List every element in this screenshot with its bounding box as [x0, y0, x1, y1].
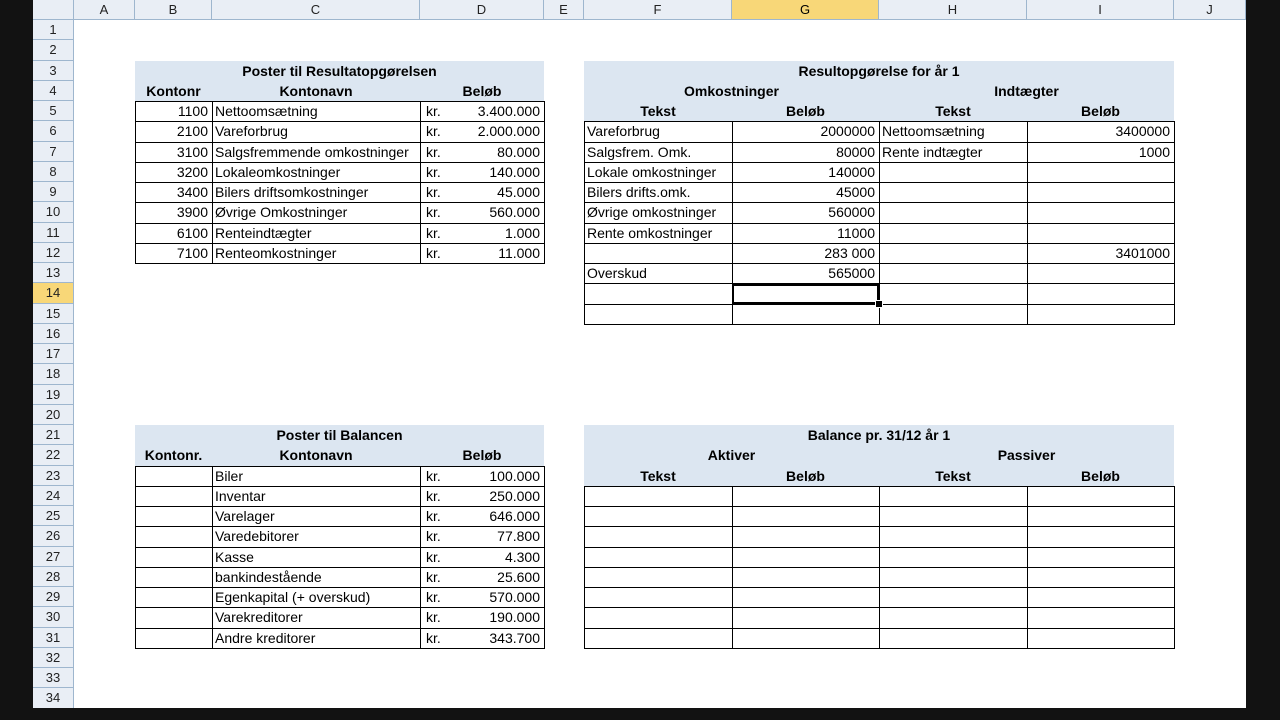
- row-header-13[interactable]: 13: [33, 263, 74, 283]
- column-header-i[interactable]: I: [1027, 0, 1174, 20]
- row-header-26[interactable]: 26: [33, 526, 74, 546]
- row-header-12[interactable]: 12: [33, 243, 74, 263]
- omk-tekst-cell[interactable]: Overskud: [587, 265, 647, 281]
- belob-cell[interactable]: 560.000: [489, 204, 540, 221]
- row-header-19[interactable]: 19: [33, 385, 74, 405]
- row-header-10[interactable]: 10: [33, 202, 74, 222]
- row-header-14[interactable]: 14: [33, 283, 74, 303]
- balance-title[interactable]: Balance pr. 31/12 år 1: [807, 427, 951, 443]
- balance-subheader[interactable]: Tekst: [640, 467, 676, 484]
- belob-cell[interactable]: 343.700: [489, 629, 540, 646]
- bottom-frame: [33, 708, 1246, 720]
- row-header-9[interactable]: 9: [33, 182, 74, 202]
- passiver-header[interactable]: Passiver: [997, 447, 1056, 464]
- belob-cell[interactable]: 100.000: [489, 467, 540, 484]
- header-kontonavn[interactable]: Kontonavn: [279, 82, 353, 99]
- omk-tekst-cell[interactable]: Bilers drifts.omk.: [587, 184, 691, 200]
- kontonr-cell[interactable]: 3400: [176, 184, 208, 200]
- belob-cell[interactable]: 25.600: [497, 568, 540, 585]
- row-header-1[interactable]: 1: [33, 20, 74, 40]
- active-cell-selection[interactable]: [732, 284, 879, 304]
- belob-cell[interactable]: 4.300: [504, 548, 540, 565]
- omk-tekst-cell[interactable]: Vareforbrug: [587, 123, 660, 140]
- ind-tekst-cell[interactable]: Rente indtægter: [882, 143, 983, 160]
- kr-cell[interactable]: kr.: [426, 548, 441, 565]
- omk-tekst-cell[interactable]: [584, 304, 732, 324]
- belob-cell[interactable]: 570.000: [489, 589, 540, 605]
- right-frame: [1246, 0, 1280, 720]
- omk-belob-cell[interactable]: 45000: [836, 184, 875, 200]
- kr-cell[interactable]: kr.: [426, 508, 441, 524]
- omk-tekst-cell[interactable]: Lokale omkostninger: [587, 163, 717, 180]
- row-header-28[interactable]: 28: [33, 567, 74, 587]
- resultat-poster-grid-hline-13: [135, 263, 545, 264]
- kr-cell[interactable]: kr.: [426, 629, 441, 646]
- row-header-22[interactable]: 22: [33, 445, 74, 465]
- row-header-20[interactable]: 20: [33, 405, 74, 425]
- omk-belob-cell[interactable]: 565000: [828, 265, 875, 281]
- column-header-a[interactable]: A: [74, 0, 135, 20]
- ind-tekst-cell[interactable]: [879, 263, 1027, 283]
- balance-poster-grid-hline-32: [135, 648, 545, 649]
- balance-grid-hline-26: [584, 526, 1175, 527]
- belob-cell[interactable]: 1.000: [504, 224, 540, 241]
- row-header-24[interactable]: 24: [33, 486, 74, 506]
- row-header-11[interactable]: 11: [33, 223, 74, 243]
- omkostninger-header[interactable]: Omkostninger: [684, 82, 779, 99]
- balance-grid-hline-28: [584, 567, 1175, 568]
- indtaegter-header[interactable]: Indtægter: [994, 82, 1059, 99]
- row-header-16[interactable]: 16: [33, 324, 74, 344]
- kr-cell[interactable]: kr.: [426, 184, 441, 200]
- column-header-d[interactable]: D: [420, 0, 544, 20]
- kontonavn-cell[interactable]: Varedebitorer: [215, 528, 299, 545]
- row-header-2[interactable]: 2: [33, 40, 74, 60]
- ind-belob-cell[interactable]: [1027, 223, 1174, 243]
- resultat-poster-title[interactable]: Poster til Resultatopgørelsen: [242, 62, 437, 79]
- ind-belob-cell[interactable]: [1027, 283, 1174, 303]
- select-all-corner[interactable]: [33, 0, 74, 20]
- omk-tekst-cell[interactable]: Rente omkostninger: [587, 224, 713, 241]
- kontonr-cell[interactable]: [135, 526, 212, 546]
- kr-cell[interactable]: kr.: [426, 143, 441, 160]
- omk-tekst-cell[interactable]: [584, 283, 732, 303]
- kontonavn-cell[interactable]: Egenkapital (+ overskud): [215, 589, 371, 605]
- row-header-5[interactable]: 5: [33, 101, 74, 121]
- row-header-31[interactable]: 31: [33, 628, 74, 648]
- ind-tekst-cell[interactable]: Nettoomsætning: [882, 123, 985, 140]
- row-header-25[interactable]: 25: [33, 506, 74, 526]
- kontonavn-cell[interactable]: Varelager: [215, 508, 275, 524]
- ind-tekst-cell[interactable]: [879, 162, 1027, 182]
- kontonavn-cell[interactable]: Kasse: [215, 548, 254, 565]
- column-header-f[interactable]: F: [584, 0, 732, 20]
- row-header-29[interactable]: 29: [33, 587, 74, 607]
- row-header-23[interactable]: 23: [33, 466, 74, 486]
- column-header-b[interactable]: B: [135, 0, 212, 20]
- kontonr-cell[interactable]: [135, 486, 212, 506]
- kr-cell[interactable]: kr.: [426, 487, 441, 504]
- header-belob[interactable]: Beløb: [462, 82, 502, 99]
- header-belob[interactable]: Beløb: [462, 447, 502, 464]
- balance-subheader[interactable]: Beløb: [786, 467, 825, 484]
- kontonr-cell[interactable]: 3200: [176, 163, 208, 180]
- resultatopgorelse-grid-hline-16: [584, 324, 1175, 325]
- kr-cell[interactable]: kr.: [426, 163, 441, 180]
- ind-tekst-cell[interactable]: [879, 304, 1027, 324]
- kr-cell[interactable]: kr.: [426, 204, 441, 221]
- kontonr-cell[interactable]: 6100: [176, 224, 208, 241]
- kontonr-cell[interactable]: 7100: [176, 244, 208, 261]
- kontonr-cell[interactable]: [135, 547, 212, 567]
- balance-grid-hline-24: [584, 486, 1175, 487]
- balance-poster-title[interactable]: Poster til Balancen: [276, 427, 403, 443]
- belob-cell[interactable]: 11.000: [498, 244, 540, 261]
- kontonavn-cell[interactable]: Andre kreditorer: [215, 629, 316, 646]
- ind-belob-cell[interactable]: [1027, 304, 1174, 324]
- kontonavn-cell[interactable]: bankindestående: [215, 568, 322, 585]
- resultatopgorelse-title[interactable]: Resultopgørelse for år 1: [798, 62, 960, 79]
- ind-tekst-cell[interactable]: [879, 182, 1027, 202]
- balance-grid-hline-30: [584, 607, 1175, 608]
- ind-tekst-cell[interactable]: [879, 202, 1027, 222]
- kr-cell[interactable]: kr.: [426, 103, 441, 119]
- row-header-33[interactable]: 33: [33, 668, 74, 688]
- ind-belob-cell[interactable]: [1027, 162, 1174, 182]
- balance-grid-hline-25: [584, 506, 1175, 507]
- resultat-subheader[interactable]: Tekst: [640, 103, 676, 119]
- omk-belob-cell[interactable]: [732, 304, 879, 324]
- balance-poster-grid-vline-3: [544, 466, 545, 648]
- header-kontonr[interactable]: Kontonr: [146, 82, 201, 99]
- balance-grid-hline-31: [584, 628, 1175, 629]
- belob-cell[interactable]: 77.800: [497, 528, 540, 545]
- kontonavn-cell[interactable]: Nettoomsætning: [215, 103, 318, 119]
- ind-belob-cell[interactable]: [1027, 263, 1174, 283]
- row-header-6[interactable]: 6: [33, 121, 74, 141]
- aktiver-header[interactable]: Aktiver: [707, 447, 756, 464]
- row-header-4[interactable]: 4: [33, 81, 74, 101]
- balance-grid-hline-29: [584, 587, 1175, 588]
- kontonr-cell[interactable]: [135, 567, 212, 587]
- omk-belob-cell[interactable]: 283 000: [824, 244, 875, 261]
- row-header-18[interactable]: 18: [33, 364, 74, 384]
- kontonavn-cell[interactable]: Varekreditorer: [215, 609, 303, 626]
- belob-cell[interactable]: 3.400.000: [477, 103, 540, 119]
- kontonr-cell[interactable]: 3900: [176, 204, 208, 221]
- kr-cell[interactable]: kr.: [426, 224, 441, 241]
- row-header-8[interactable]: 8: [33, 162, 74, 182]
- fill-handle[interactable]: [875, 300, 883, 308]
- balance-grid-hline-27: [584, 547, 1175, 548]
- kontonavn-cell[interactable]: Vareforbrug: [215, 123, 288, 140]
- kr-cell[interactable]: kr.: [426, 589, 441, 605]
- omk-tekst-cell[interactable]: Salgsfrem. Omk.: [587, 143, 692, 160]
- omk-belob-cell[interactable]: 80000: [836, 143, 875, 160]
- omk-belob-cell[interactable]: 11000: [837, 224, 875, 241]
- belob-cell[interactable]: 250.000: [489, 487, 540, 504]
- kontonr-cell[interactable]: [135, 587, 212, 607]
- row-header-7[interactable]: 7: [33, 142, 74, 162]
- belob-cell[interactable]: 646.000: [489, 508, 540, 524]
- balance-subheader[interactable]: Beløb: [1081, 467, 1120, 484]
- balance-subheader[interactable]: Tekst: [935, 467, 971, 484]
- ind-belob-cell[interactable]: 1000: [1138, 143, 1170, 160]
- column-header-e[interactable]: E: [544, 0, 584, 20]
- row-header-17[interactable]: 17: [33, 344, 74, 364]
- omk-belob-cell[interactable]: 2000000: [820, 123, 875, 140]
- kontonavn-cell[interactable]: Biler: [215, 467, 244, 484]
- omk-belob-cell[interactable]: 140000: [828, 163, 875, 180]
- resultat-subheader[interactable]: Beløb: [786, 103, 825, 119]
- kontonavn-cell[interactable]: Inventar: [215, 487, 266, 504]
- column-header-c[interactable]: C: [212, 0, 420, 20]
- kr-cell[interactable]: kr.: [426, 244, 441, 261]
- kontonr-cell[interactable]: [135, 628, 212, 648]
- ind-belob-cell[interactable]: [1027, 182, 1174, 202]
- ind-tekst-cell[interactable]: [879, 223, 1027, 243]
- row-header-34[interactable]: 34: [33, 688, 74, 708]
- column-header-g[interactable]: G: [732, 0, 879, 20]
- header-kontonavn[interactable]: Kontonavn: [279, 447, 353, 464]
- row-header-32[interactable]: 32: [33, 648, 74, 668]
- row-header-27[interactable]: 27: [33, 547, 74, 567]
- kontonavn-cell[interactable]: Lokaleomkostninger: [215, 163, 341, 180]
- kontonr-cell[interactable]: [135, 466, 212, 486]
- kontonr-cell[interactable]: 3100: [176, 143, 208, 160]
- kr-cell[interactable]: kr.: [426, 609, 441, 626]
- kr-cell[interactable]: kr.: [426, 123, 441, 140]
- kr-cell[interactable]: kr.: [426, 568, 441, 585]
- omk-tekst-cell[interactable]: [584, 243, 732, 263]
- belob-cell[interactable]: 80.000: [497, 143, 540, 160]
- left-frame: [0, 0, 33, 720]
- column-header-h[interactable]: H: [879, 0, 1027, 20]
- row-header-21[interactable]: 21: [33, 425, 74, 445]
- kontonr-cell[interactable]: 2100: [176, 123, 208, 140]
- kontonavn-cell[interactable]: Øvrige Omkostninger: [215, 204, 348, 221]
- resultat-subheader[interactable]: Beløb: [1081, 103, 1120, 119]
- belob-cell[interactable]: 45.000: [497, 184, 540, 200]
- ind-belob-cell[interactable]: [1027, 202, 1174, 222]
- ind-tekst-cell[interactable]: [879, 243, 1027, 263]
- belob-cell[interactable]: 2.000.000: [477, 123, 540, 140]
- balance-grid-hline-32: [584, 648, 1175, 649]
- kontonr-cell[interactable]: 1100: [177, 103, 208, 119]
- omk-belob-cell[interactable]: 560000: [828, 204, 875, 221]
- belob-cell[interactable]: 140.000: [489, 163, 540, 180]
- row-header-15[interactable]: 15: [33, 304, 74, 324]
- resultat-subheader[interactable]: Tekst: [935, 103, 971, 119]
- kontonavn-cell[interactable]: Renteindtægter: [215, 224, 312, 241]
- kontonavn-cell[interactable]: Salgsfremmende omkostninger: [215, 143, 409, 160]
- ind-tekst-cell[interactable]: [879, 283, 1027, 303]
- kontonr-cell[interactable]: [135, 506, 212, 526]
- kontonavn-cell[interactable]: Renteomkostninger: [215, 244, 337, 261]
- header-kontonr[interactable]: Kontonr.: [144, 447, 203, 464]
- ind-belob-cell[interactable]: 3401000: [1115, 244, 1170, 261]
- kr-cell[interactable]: kr.: [426, 467, 441, 484]
- omk-tekst-cell[interactable]: Øvrige omkostninger: [587, 204, 717, 221]
- row-header-30[interactable]: 30: [33, 607, 74, 627]
- ind-belob-cell[interactable]: 3400000: [1115, 123, 1170, 140]
- kontonr-cell[interactable]: [135, 607, 212, 627]
- kr-cell[interactable]: kr.: [426, 528, 441, 545]
- column-header-j[interactable]: J: [1174, 0, 1246, 20]
- kontonavn-cell[interactable]: Bilers driftsomkostninger: [215, 184, 369, 200]
- row-header-3[interactable]: 3: [33, 61, 74, 81]
- belob-cell[interactable]: 190.000: [489, 609, 540, 626]
